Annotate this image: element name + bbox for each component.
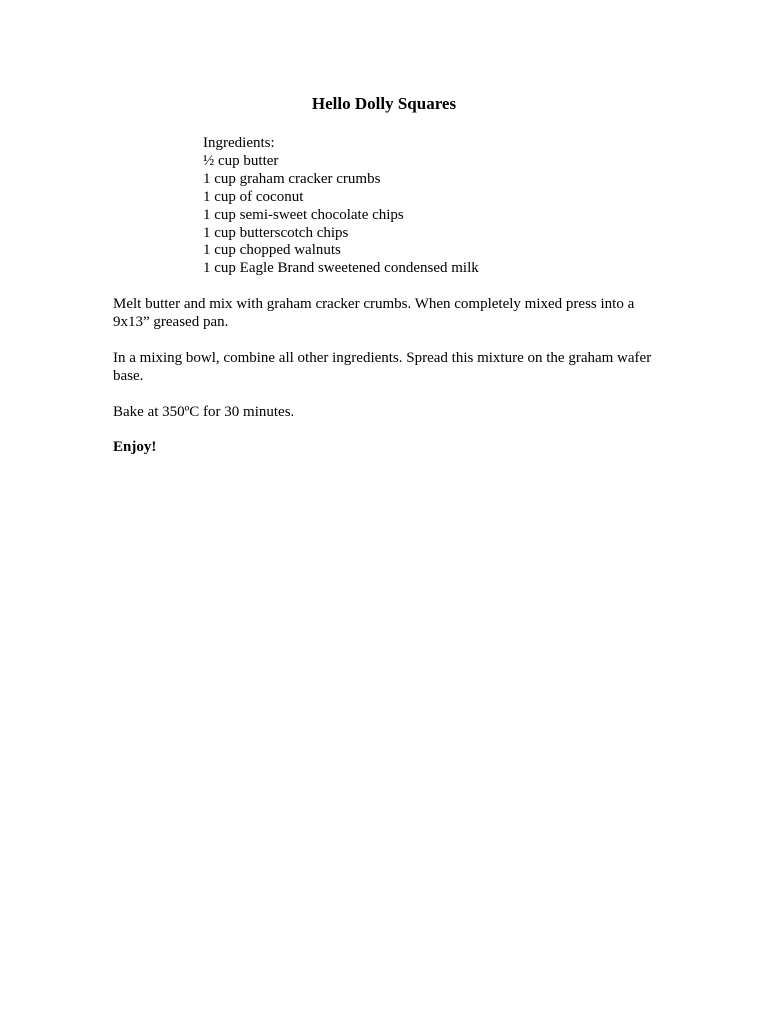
ingredients-list (203, 135, 703, 278)
ingredient-item: 1 cup of coconut (203, 188, 304, 205)
ingredient-item: 1 cup butterscotch chips (203, 224, 349, 241)
ingredients-heading: Ingredients: (203, 135, 275, 151)
closing-text: Enjoy! (113, 439, 157, 455)
step-paragraph: Bake at 350ºC for 30 minutes. (113, 404, 295, 420)
ingredient-item: ½ cup butter (203, 152, 279, 169)
ingredient-item: 1 cup semi-sweet chocolate chips (203, 206, 404, 223)
step-paragraph: In a mixing bowl, combine all other ingredients. Spread this mixture on the graham wafer base. (113, 350, 652, 384)
ingredient-item: 1 cup chopped walnuts (203, 242, 341, 259)
step-paragraph: Melt butter and mix with graham cracker crumbs. When completely mixed press into a 9x13” greased pan. (113, 296, 635, 330)
ingredient-item: 1 cup Eagle Brand sweetened condensed milk (203, 260, 479, 277)
recipe-title: Hello Dolly Squares (311, 94, 457, 113)
ingredient-item: 1 cup graham cracker crumbs (203, 170, 381, 187)
